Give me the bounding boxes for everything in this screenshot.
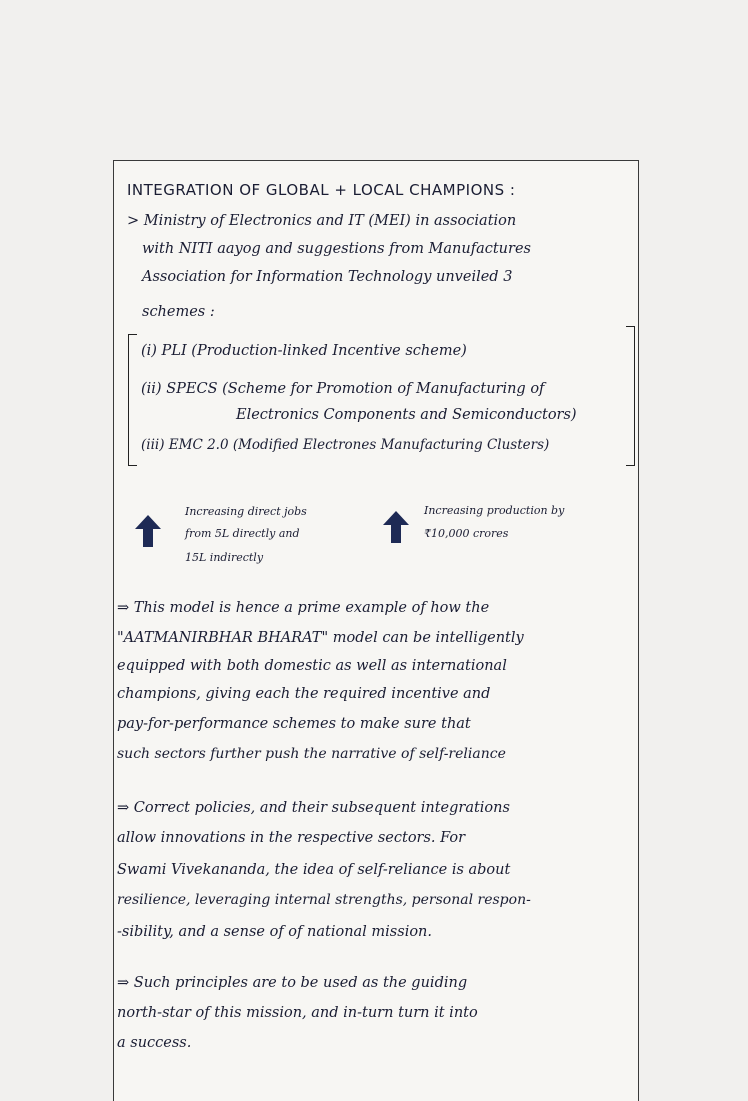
- schemes-bracket-left: [128, 334, 137, 466]
- page-title: INTEGRATION OF GLOBAL + LOCAL CHAMPIONS :: [127, 181, 516, 199]
- production-line-1: Increasing production by: [424, 504, 565, 517]
- para3-line-1: ⇒ Such principles are to be used as the guiding: [117, 975, 468, 991]
- para1-line-6: such sectors further push the narrative of self-reliance: [117, 746, 506, 762]
- scheme-specs: (ii) SPECS (Scheme for Promotion of Manufacturing of: [141, 381, 545, 397]
- up-arrow-icon: [133, 513, 163, 549]
- para2-line-3: Swami Vivekananda, the idea of self-reliance is about: [117, 862, 511, 878]
- para2-line-2: allow innovations in the respective sectors. For: [117, 830, 466, 846]
- para1-line-2: "AATMANIRBHAR BHARAT" model can be intelligently: [117, 630, 524, 646]
- production-line-2: ₹10,000 crores: [424, 527, 509, 540]
- para2-line-4: resilience, leveraging internal strengths, personal respon-: [117, 892, 531, 908]
- intro-line-3: Association for Information Technology unveiled 3: [142, 269, 513, 285]
- scheme-emc: (iii) EMC 2.0 (Modified Electrones Manufacturing Clusters): [141, 437, 550, 453]
- para1-line-1: ⇒ This model is hence a prime example of how the: [117, 600, 490, 616]
- para2-line-5: -sibility, and a sense of of national mission.: [117, 924, 433, 940]
- up-arrow-icon: [381, 509, 411, 545]
- para3-line-2: north-star of this mission, and in-turn turn it into: [117, 1005, 478, 1021]
- para3-line-3: a success.: [117, 1035, 192, 1051]
- para1-line-4: champions, giving each the required incentive and: [117, 686, 491, 702]
- jobs-line-1: Increasing direct jobs: [185, 505, 307, 518]
- intro-line-2: with NITI aayog and suggestions from Manufactures: [142, 241, 531, 257]
- jobs-line-3: 15L indirectly: [185, 551, 264, 564]
- scheme-specs-cont: Electronics Components and Semiconductors): [236, 407, 577, 423]
- para1-line-5: pay-for-performance schemes to make sure that: [117, 716, 471, 732]
- schemes-bracket-right: [626, 326, 635, 466]
- intro-line-4: schemes :: [142, 304, 215, 320]
- intro-line-1: > Ministry of Electronics and IT (MEI) in association: [127, 213, 517, 229]
- scheme-pli: (i) PLI (Production-linked Incentive scheme): [141, 343, 467, 359]
- para1-line-3: equipped with both domestic as well as international: [117, 658, 507, 674]
- jobs-line-2: from 5L directly and: [185, 527, 300, 540]
- para2-line-1: ⇒ Correct policies, and their subsequent integrations: [117, 800, 510, 816]
